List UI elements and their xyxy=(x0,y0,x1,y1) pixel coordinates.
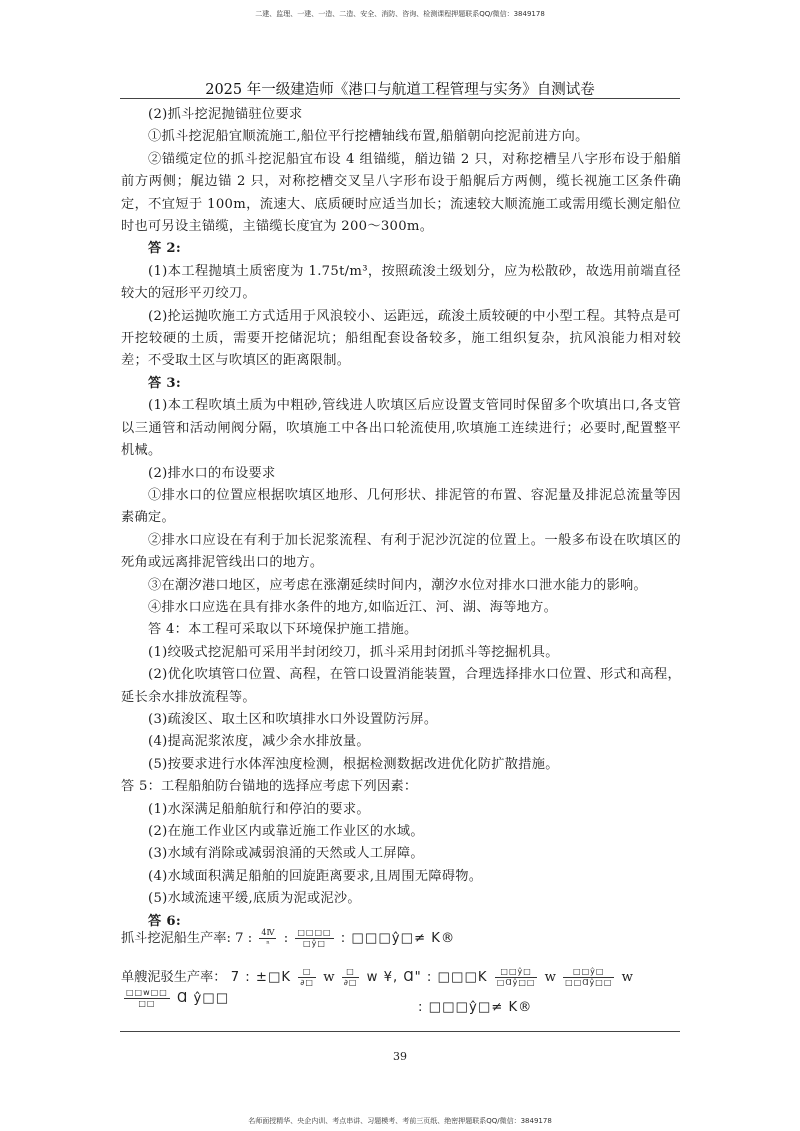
paragraph: (5)水域流速平缓,底质为泥或泥沙。 xyxy=(148,891,361,907)
paragraph: (4)水域面积满足船舶的回旋距离要求,且周围无障碍物。 xyxy=(148,868,483,884)
formula-result: : □□□ŷ□≠ K® xyxy=(340,931,456,946)
paragraph: ②排水口应设在有利于加长泥浆流程、有利于泥沙沉淀的位置上。一般多布设在吹填区的死角或远离排泥管线出口的地方。 xyxy=(121,532,681,571)
paragraph: (2)优化吹填管口位置、高程，在管口设置消能装置，合理选择排水口位置、形式和高程，延长余水排放流程等。 xyxy=(121,667,681,705)
page-number: 39 xyxy=(393,1050,407,1063)
formula-fraction: $\frac{□□□□}{□ŷ□}$ xyxy=(297,928,332,948)
paragraph: 答 4：本工程可采取以下环境保护施工措施。 xyxy=(148,622,418,638)
answer-heading: 答 2: xyxy=(148,241,182,257)
document-body xyxy=(121,104,681,933)
formula-barge-result: : □□□ŷ□≠ K® xyxy=(418,1000,533,1015)
header-rule xyxy=(120,98,680,99)
footer-rule xyxy=(120,1031,680,1032)
paragraph: (2)抓斗挖泥抛锚驻位要求 xyxy=(148,107,303,122)
formula-label: 单艘泥驳生产率： xyxy=(121,970,227,985)
formula-fraction: $\frac{□□ŷ□}{\text{□Ɑŷ□□}}$ xyxy=(496,967,536,987)
answer-heading: 答 6: xyxy=(148,913,182,929)
formula-body: 7 : ±□K xyxy=(230,970,292,985)
formula-fraction: $\frac{□□w□□}{□□}$ xyxy=(126,988,168,1008)
formula-fraction: $\frac{□}{\partial□}$ xyxy=(300,967,314,987)
formula-symbol: 7 : xyxy=(235,931,253,946)
paragraph: (1)水深满足船舶航行和停泊的要求。 xyxy=(148,801,370,817)
paragraph: (2)在施工作业区内或靠近施工作业区的水域。 xyxy=(148,824,424,839)
formula-colon: : xyxy=(283,931,289,946)
formula-term: w ¥, Ɑ" : □□□K xyxy=(366,970,488,985)
top-watermark: 二建、监理、一建、一造、二造、安全、消防、咨询、检测课程押题联系QQ/微信：3849178 xyxy=(255,10,545,18)
paragraph: (3)疏浚区、取土区和吹填排水口外设置防污屏。 xyxy=(148,711,438,727)
paragraph: ④排水口应选在具有排水条件的地方,如临近江、河、湖、海等地方。 xyxy=(148,599,558,615)
paragraph: (1)绞吸式挖泥船可采用半封闭绞刀，抓斗采用封闭抓斗等挖掘机具。 xyxy=(148,644,559,660)
paragraph: ①抓斗挖泥船宜顺流施工,船位平行挖槽轴线布置,船艏朝向挖泥前进方向。 xyxy=(148,129,589,145)
formula-term: Ɑ ŷ□□ xyxy=(176,991,230,1006)
paragraph: ②锚缆定位的抓斗挖泥船宜布设 4 组锚缆，艏边锚 2 只，对称挖槽呈八字形布设于船艏前方两侧；艉边锚 2 只，对称挖槽交叉呈八字形布设于船艉后方两侧，缆长视施工区条件确定，不宜短于 100m，流速大、底质硬时应适当加长；流速较大顺流施工或需用缆长测定船位时也可另设主锚缆，主锚缆长度宜为 200～300m。 xyxy=(121,151,681,235)
formula-term: w xyxy=(621,970,633,985)
formula-fraction: $\frac{\text{4Ⅳ}}{\text{ⁿ}}$ xyxy=(261,928,275,948)
paragraph: 答 5：工程船舶防台锚地的选择应考虑下列因素： xyxy=(121,779,418,795)
paragraph: (1)本工程吹填土质为中粗砂,管线进人吹填区后应设置支管同时保留多个吹填出口,各支管以三通管和活动闸阀分隔，吹填施工中各出口轮流使用,吹填施工连续进行；必要时,配置整平机械。 xyxy=(121,398,681,459)
answer-heading: 答 3: xyxy=(148,375,182,391)
formula-term: w xyxy=(544,970,556,985)
formula-fraction: $\frac{□□ŷ□}{\text{□□Ɑŷ□□}}$ xyxy=(565,967,613,987)
paragraph: ③在潮汐港口地区，应考虑在涨潮延续时间内，潮汐水位对排水口泄水能力的影响。 xyxy=(148,577,648,593)
paragraph: (3)水域有消除或减弱浪涌的天然或人工屏障。 xyxy=(148,846,424,862)
paragraph: (2)抡运抛吹施工方式适用于风浪较小、运距远，疏浚土质较硬的中小型工程。其特点是可开挖较硬的土质，需要开挖储泥坑；船组配套设备较多，施工组织复杂，抗风浪能力相对较差；不受取土区与吹填区的距离限制。 xyxy=(121,308,681,369)
paragraph: (2)排水口的布设要求 xyxy=(148,465,276,481)
formula-fraction: $\frac{□}{\partial□}$ xyxy=(343,967,358,987)
paragraph: ①排水口的位置应根据吹填区地形、几何形状、排泥管的布置、容泥量及排泥总流量等因素确定。 xyxy=(121,487,681,526)
formula-term: w xyxy=(323,970,335,985)
formula-label: 抓斗挖泥船生产率: xyxy=(121,931,231,946)
paragraph: (1)本工程抛填土质密度为 1.75t/m³，按照疏浚土级划分，应为松散砂，故选用前端直径较大的冠形平刃绞刀。 xyxy=(121,263,681,302)
paragraph: (4)提高泥浆浓度，减少余水排放量。 xyxy=(148,734,370,750)
bottom-watermark: 名师面授精华、央企内训、考点串讲、习题模考、考前三页纸、绝密押题联系QQ/微信：3849178 xyxy=(248,1117,552,1125)
paragraph: (5)按要求进行水体浑浊度检测，根据检测数据改进优化防扩散措施。 xyxy=(148,756,559,772)
page-header: 2025 年一级建造师《港口与航道工程管理与实务》自测试卷 xyxy=(205,82,595,98)
formula-grab-dredger-productivity xyxy=(121,927,681,949)
